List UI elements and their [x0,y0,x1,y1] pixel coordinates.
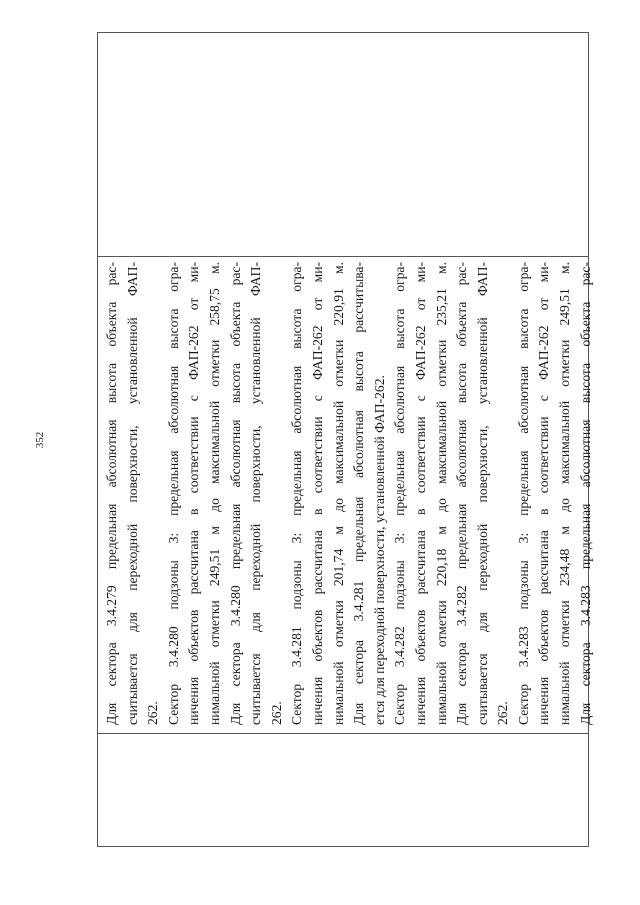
rotated-content [98,33,593,848]
text-line: Сектор 3.4.282 подзоны 3: предельная абсолютная высота огра- [392,262,408,725]
text-line: Сектор 3.4.280 подзоны 3: предельная абсолютная высота огра- [165,262,181,725]
text-line: нимальной отметки 201,74 м до максимальной отметки 220,91 м. [330,262,346,725]
text-line: считывается для переходной поверхности, установленной ФАП- [124,262,140,725]
text-line: ется для переходной поверхности, установленной ФАП-262. [371,375,387,725]
text-line: Сектор 3.4.283 подзоны 3: предельная абсолютная высота огра- [515,262,531,725]
text-line: Для сектора 3.4.282 предельная абсолютная высота объекта рас- [454,262,470,725]
text-line: нимальной отметки 220,18 м до максимальной отметки 235,21 м. [433,262,449,725]
text-line: Для сектора 3.4.280 предельная абсолютная высота объекта рас- [227,262,243,725]
text-line: ничения объектов рассчитана в соответствии с ФАП-262 от ми- [186,262,202,725]
text-line: 262. [145,701,161,725]
document-table [97,32,593,847]
text-line: 262. [495,701,511,725]
text-line: 262. [268,701,284,725]
text-line: Для сектора 3.4.283 предельная абсолютная высота объекта рас- [577,262,593,725]
text-line: Для сектора 3.4.279 предельная абсолютная высота объекта рас- [104,262,119,725]
text-line: ничения объектов рассчитана в соответствии с ФАП-262 от ми- [412,262,428,725]
text-line: считывается для переходной поверхности, установленной ФАП- [474,262,490,725]
page-number: 352 [34,431,46,449]
text-line: считывается для переходной поверхности, установленной ФАП- [248,262,264,725]
text-line: нимальной отметки 249,51 м до максимальной отметки 258,75 м. [206,262,222,725]
text-line: нимальной отметки 234,48 м до максимальной отметки 249,51 м. [557,262,573,725]
table-text-cell [98,256,593,733]
text-line: Сектор 3.4.281 подзоны 3: предельная абсолютная высота огра- [289,262,305,725]
text-line: ничения объектов рассчитана в соответствии с ФАП-262 от ми- [309,262,325,725]
text-line: ничения объектов рассчитана в соответствии с ФАП-262 от ми- [536,262,552,725]
text-line: Для сектора 3.4.281 предельная абсолютная высота рассчитыва- [351,262,367,725]
